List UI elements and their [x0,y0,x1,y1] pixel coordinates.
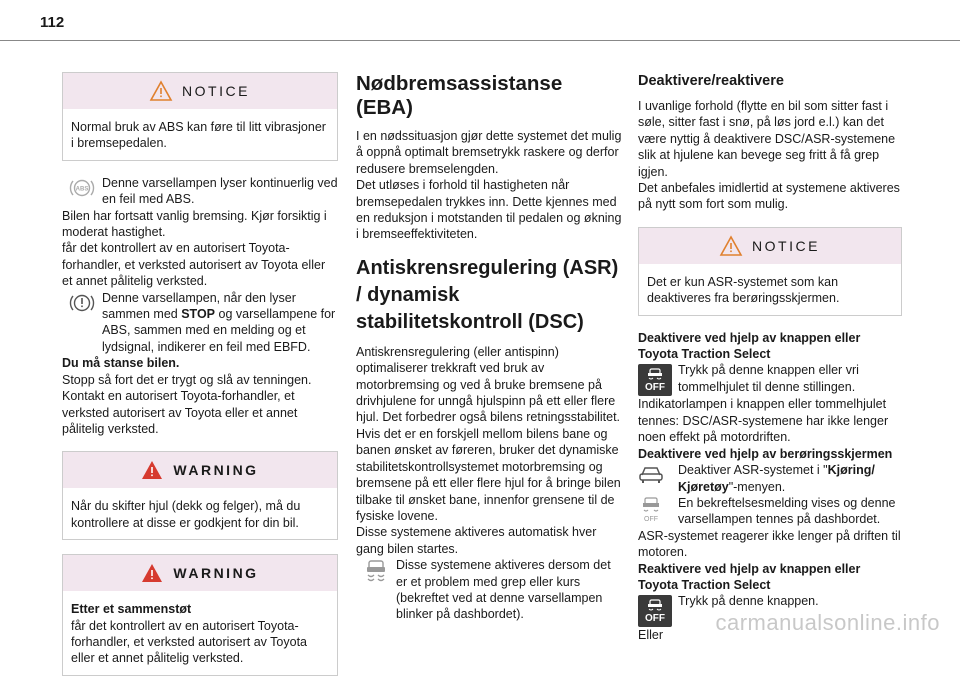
abs-lamp-icon [69,177,95,199]
column-2 [356,72,622,623]
column-1 [62,72,338,690]
asr-p1: Antiskrensregulering (eller antispinn) optimaliserer trekkraft ved bruk av motorbremsing og ved å bruke bremsene på drivhjulene for unngå hjulspinn på ett eller flere hjul. Det forbedrer også bilens retningsstabilitet. [356,344,621,425]
deactivate-p2: Det anbefales imidlertid at systemene aktiveres på nytt som fort som mulig. [638,181,900,212]
abs-text-rest2: får det kontrollert av en autorisert Toyota-forhandler, et verksted autorisert av Toyota eller et annet pålitelig verksted. [62,241,326,289]
deactivate-title: Deaktivere/reaktivere [638,73,784,89]
warning-2-bold: Etter et sammenstøt [71,602,192,617]
asr-p2: Hvis det er en forskjell mellom bilens bane og banen ønsket av føreren, bruker det dynamiske stabilitetskontrollsystemet motorbremsing og bremsene på ett eller flere hjul for å bringe bilen tilbake til ønsket bane, innenfor grensene til de fysiske lovene. [356,426,621,523]
warning-triangle-icon [720,236,742,256]
warning-body-1: Når du skifter hjul (dekk og felger), må du kontrollere at disse er godkjent for din bil. [71,499,301,530]
deactivate-p1: I uvanlige forhold (flytte en bil som sitter fast i søle, sitter fast i snø, på løs jord e.l.) kan det være nyttig å deaktivere DSC/ASR-systemene slik at hjulene kan bevege seg fritt å få grep igjen. [638,99,896,179]
notice-body: Normal bruk av ABS kan føre til litt vibrasjoner i bremsepedalen. [71,120,326,151]
button-heading: Deaktivere ved hjelp av knappen eller Toyota Traction Select [638,330,861,362]
off-label: OFF [645,381,665,393]
notice-header [63,73,337,109]
warning-triangle-icon [150,81,172,101]
asr-off-lamp-icon [638,497,664,523]
notice-body-2: Det er kun ASR-systemet som kan deaktiveres fra berøringsskjermen. [647,274,840,306]
off-label: OFF [645,612,665,624]
off-button-row [638,362,902,396]
button-after: Indikatorlampen i knappen eller tommelhjulet tennes: DSC/ASR-systemene har ikke lenger noen effekt på motordriften. [638,397,889,445]
warning-header-1 [63,452,337,488]
eba-title: Nødbremsassistanse (EBA) [356,72,563,119]
asr-title: Antiskrensregulering (ASR) / dynamisk stabilitetskontroll (DSC) [356,256,619,333]
svg-text:ABS: ABS [75,186,89,193]
dsc-lamp-icon [363,559,389,583]
reactivate-heading: Reaktivere ved hjelp av knappen eller Toyota Traction Select [638,561,861,592]
touch-menu-name: Kjøring/ Kjøretøy [678,463,875,494]
confirm-after: ASR-systemet reagerer ikke lenger på driften til motoren. [638,528,901,560]
warning-title-1: WARNING [173,462,259,479]
abs-lamp-text: Denne varsellampen lyser kontinuerlig ved en feil med ABS. [102,175,338,207]
touch-c: "-menyen. [728,479,786,494]
touchscreen-text [678,462,902,495]
confirm-row [638,495,902,528]
ebfd-lamp-icon [69,292,95,314]
dsc-lamp-text: Disse systemene aktiveres dersom det er et problem med grep eller kurs (bekreftet ved at denne varsellampen blinker på dashbordet). [396,558,611,622]
warning-box-1 [62,451,338,540]
eba-p1: I en nødssituasjon gjør dette systemet det mulig å oppnå optimalt bremsetrykk raskere og derfor redusere bremselengden. [356,129,622,176]
asr-p3: Disse systemene aktiveres automatisk hver gang bilen startes. [356,525,597,556]
svg-text:OFF: OFF [644,515,658,523]
touch-a: Deaktiver ASR-systemet i " [678,463,828,478]
ebfd-bold: Du må stanse bilen. [62,356,180,371]
notice-box-2 [638,227,902,316]
warning-header-2 [63,555,337,591]
abs-text-rest: Bilen har fortsatt vanlig bremsing. Kjør forsiktig i moderat hastighet. [62,208,327,240]
dsc-lamp-row [356,557,622,623]
ebfd-lamp-text [102,290,338,356]
ebfd-text-a: Denne varsellampen, når den lyser sammen med [102,290,296,322]
confirm-text: En bekreftelsesmelding vises og denne varsellampen tennes på dashbordet. [678,495,896,527]
react-text: Trykk på denne knappen. [678,594,819,609]
notice-header-2 [639,228,901,264]
eba-p2: Det utløses i forhold til hastigheten når bremsepedalen trykkes inn. Dette kjennes med en reduksjon i motstanden til pedalen og økning i bremseeffektiviteten. [356,178,622,242]
notice-box [62,72,338,161]
warning-body-2 [63,591,337,675]
warning-triangle-icon [141,460,163,480]
abs-lamp-row [62,175,338,208]
touchscreen-heading: Deaktivere ved hjelp av berøringsskjermen [638,446,893,461]
traction-off-button-icon [638,364,672,396]
notice-title-2: NOTICE [752,237,820,254]
eller-text: Eller [638,628,664,643]
header-divider [0,40,960,41]
column-3 [638,72,902,644]
car-menu-row [638,462,902,495]
notice-title: NOTICE [182,83,250,99]
car-icon [638,464,664,484]
watermark: carmanualsonline.info [715,610,940,635]
warning-box-2 [62,554,338,676]
warning-title-2: WARNING [173,565,259,582]
traction-off-button-icon [638,595,672,627]
ebfd-stop: STOP [181,307,216,322]
page-number: 112 [40,14,65,31]
ebfd-text-c: og varsellampene for ABS, sammen med en melding og et lydsignal, indikerer en feil med EBFD. [102,307,336,354]
warning-2-text: får det kontrollert av en autorisert Toyota-forhandler, et verksted autorisert av Toyota eller et annet pålitelig verksted. [71,618,308,666]
button-text: Trykk på denne knappen eller vri tommelhjulet til denne stillingen. [678,363,859,394]
warning-triangle-icon [141,563,163,583]
ebfd-lamp-row [62,290,338,356]
ebfd-rest: Stopp så fort det er trygt og slå av tenningen. Kontakt en autorisert Toyota-forhandler, et verksted autorisert av Toyota eller et annet pålitelig verksted. [62,372,312,436]
